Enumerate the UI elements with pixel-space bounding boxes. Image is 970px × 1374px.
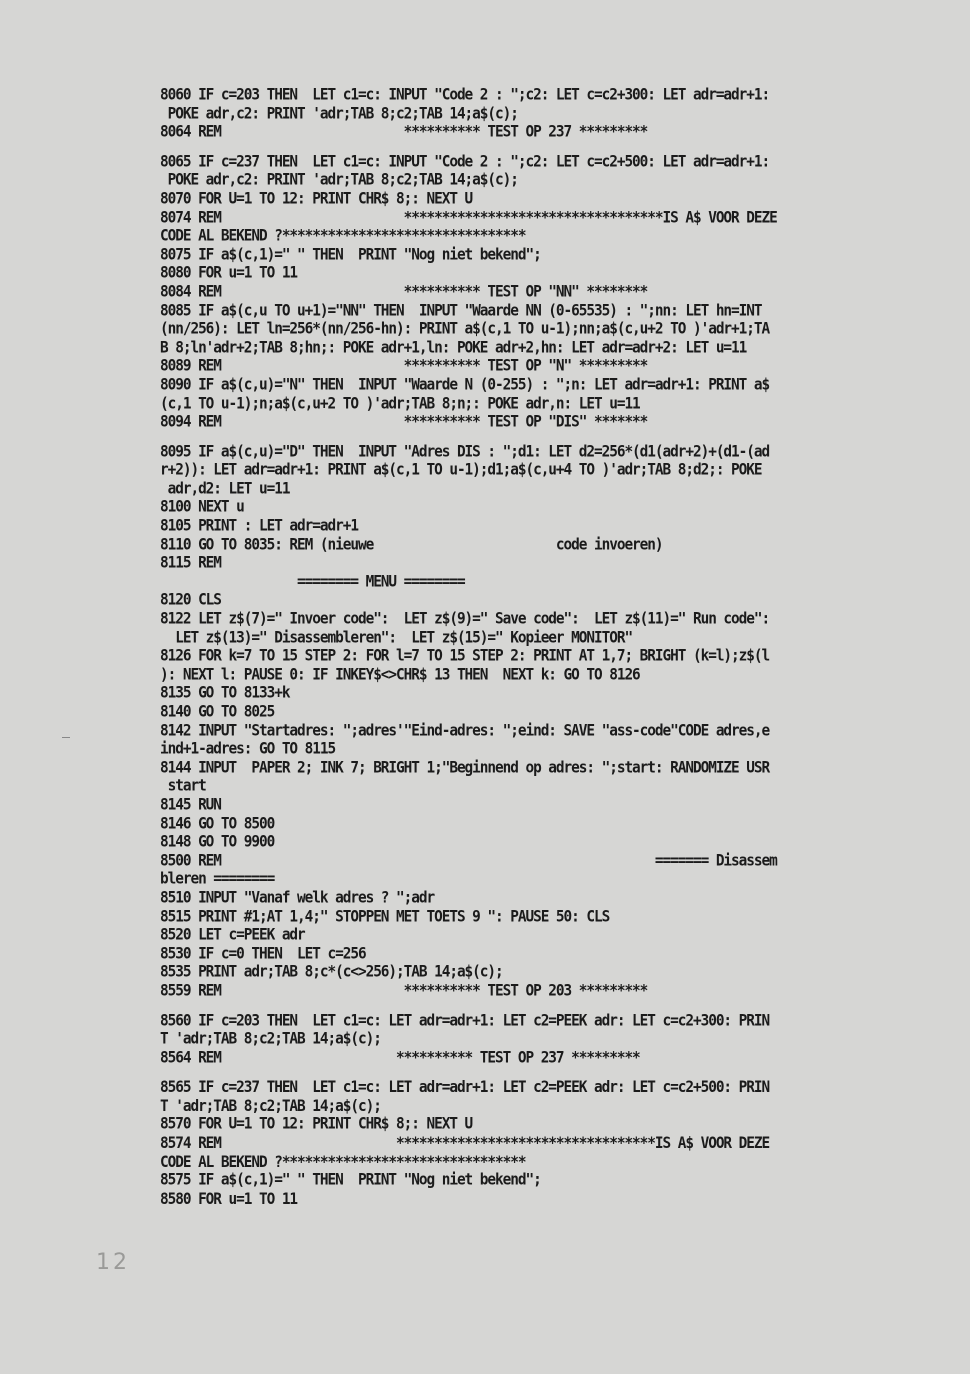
code-line: start	[160, 777, 206, 796]
code-line: 8146 GO TO 8500	[160, 814, 275, 833]
blank-line	[160, 432, 820, 443]
code-line: 8144 INPUT PAPER 2; INK 7; BRIGHT 1;"Beginnend op adres: ";start: RANDOMIZE USR	[160, 758, 770, 777]
code-line: 8100 NEXT u	[160, 498, 244, 517]
code-line: 8095 IF a$(c,u)="D" THEN INPUT "Adres DIS : ";d1: LET d2=256*(d1(adr+2)+(d1-(ad	[160, 442, 770, 461]
code-line: adr,d2: LET u=11	[160, 480, 290, 499]
code-line: 8115 REM	[160, 554, 221, 573]
code-line: (nn/256): LET ln=256*(nn/256-hn): PRINT a$(c,1 TO u-1);nn;a$(c,u+2 TO )'adr+1;TA	[160, 320, 770, 339]
code-line: POKE adr,c2: PRINT 'adr;TAB 8;c2;TAB 14;a$(c);	[160, 171, 518, 190]
code-line: 8140 GO TO 8025	[160, 703, 275, 722]
code-line: B 8;ln'adr+2;TAB 8;hn;: POKE adr+1,ln: POKE adr+2,hn: LET adr=adr+2: LET u=11	[160, 338, 747, 357]
code-line: 8110 GO TO 8035: REM (nieuwe code invoeren)	[160, 535, 663, 554]
code-line: 8122 LET z$(7)=" Invoer code": LET z$(9)=" Save code": LET z$(11)=" Run code":	[160, 610, 770, 629]
code-line: 8530 IF c=0 THEN LET c=256	[160, 944, 366, 963]
page-number: 12	[96, 1250, 130, 1275]
code-line: 8570 FOR U=1 TO 12: PRINT CHR$ 8;: NEXT U	[160, 1115, 473, 1134]
code-line: 8126 FOR k=7 TO 15 STEP 2: FOR l=7 TO 15 STEP 2: PRINT AT 1,7; BRIGHT (k=l);z$(l	[160, 647, 770, 666]
code-line: 8520 LET c=PEEK adr	[160, 926, 305, 945]
code-line: 8148 GO TO 9900	[160, 833, 275, 852]
code-line: 8535 PRINT adr;TAB 8;c*(c<>256);TAB 14;a$(c);	[160, 963, 503, 982]
code-line: (c,1 TO u-1);n;a$(c,u+2 TO )'adr;TAB 8;n;: POKE adr,n: LET u=11	[160, 394, 640, 413]
code-line: 8580 FOR u=1 TO 11	[160, 1190, 298, 1209]
code-line: ): NEXT l: PAUSE 0: IF INKEY$<>CHR$ 13 THEN NEXT k: GO TO 8126	[160, 665, 640, 684]
code-line: 8080 FOR u=1 TO 11	[160, 264, 298, 283]
code-line: 8515 PRINT #1;AT 1,4;" STOPPEN MET TOETS 9 ": PAUSE 50: CLS	[160, 907, 610, 926]
code-line: 8142 INPUT "Startadres: ";adres'"Eind-adres: ";eind: SAVE "ass-code"CODE adres,e	[160, 721, 770, 740]
code-line: 8564 REM ********** TEST OP 237 *********	[160, 1048, 640, 1067]
code-line: 8060 IF c=203 THEN LET c1=c: INPUT "Code 2 : ";c2: LET c=c2+300: LET adr=adr+1:	[160, 86, 770, 104]
blank-line	[160, 1000, 820, 1011]
code-line: 8575 IF a$(c,1)=" " THEN PRINT "Nog niet bekend";	[160, 1171, 541, 1190]
code-line: T 'adr;TAB 8;c2;TAB 14;a$(c);	[160, 1030, 381, 1049]
code-line: 8105 PRINT : LET adr=adr+1	[160, 517, 358, 536]
code-line: 8120 CLS	[160, 591, 221, 610]
code-line: 8074 REM **********************************IS A$ VOOR DEZE	[160, 208, 777, 227]
code-line: 8574 REM **********************************IS A$ VOOR DEZE	[160, 1134, 770, 1153]
blank-line	[160, 142, 820, 153]
code-line: LET z$(13)=" Disassembleren": LET z$(15)=" Kopieer MONITOR"	[160, 628, 633, 647]
code-line: 8085 IF a$(c,u TO u+1)="NN" THEN INPUT "Waarde NN (0-65535) : ";nn: LET hn=INT	[160, 301, 762, 320]
code-line: 8500 REM ======= Disassem	[160, 851, 777, 870]
code-line: ind+1-adres: GO TO 8115	[160, 740, 336, 759]
code-line: 8145 RUN	[160, 796, 221, 814]
code-line: 8510 INPUT "Vanaf welk adres ? ";adr	[160, 888, 435, 907]
code-line: 8135 GO TO 8133+k	[160, 684, 290, 703]
code-line: 8070 FOR U=1 TO 12: PRINT CHR$ 8;: NEXT U	[160, 190, 473, 209]
code-line: CODE AL BEKEND ?********************************	[160, 1152, 526, 1171]
code-line: CODE AL BEKEND ?********************************	[160, 227, 526, 246]
code-line: ======== MENU ========	[160, 573, 465, 591]
code-line: bleren ========	[160, 870, 275, 889]
code-line: r+2)): LET adr=adr+1: PRINT a$(c,1 TO u-1);d1;a$(c,u+4 TO )'adr;TAB 8;d2;: POKE	[160, 461, 762, 480]
code-line: 8559 REM ********** TEST OP 203 *********	[160, 981, 648, 1000]
code-line: 8075 IF a$(c,1)=" " THEN PRINT "Nog niet bekend";	[160, 245, 541, 264]
code-line: 8089 REM ********** TEST OP "N" *********	[160, 357, 648, 376]
code-line: T 'adr;TAB 8;c2;TAB 14;a$(c);	[160, 1097, 381, 1116]
code-line: 8565 IF c=237 THEN LET c1=c: LET adr=adr+1: LET c2=PEEK adr: LET c=c2+500: PRIN	[160, 1078, 770, 1097]
blank-line	[160, 1067, 820, 1078]
binding-mark	[62, 737, 70, 738]
code-line: POKE adr,c2: PRINT 'adr;TAB 8;c2;TAB 14;a$(c);	[160, 104, 518, 123]
code-line: 8094 REM ********** TEST OP "DIS" *******	[160, 413, 648, 432]
code-line: 8065 IF c=237 THEN LET c1=c: INPUT "Code 2 : ";c2: LET c=c2+500: LET adr=adr+1:	[160, 152, 770, 171]
basic-program-listing	[160, 86, 820, 1209]
code-line: 8090 IF a$(c,u)="N" THEN INPUT "Waarde N (0-255) : ";n: LET adr=adr+1: PRINT a$	[160, 375, 770, 394]
code-line: 8084 REM ********** TEST OP "NN" ********	[160, 283, 648, 301]
code-line: 8064 REM ********** TEST OP 237 *********	[160, 123, 648, 142]
code-line: 8560 IF c=203 THEN LET c1=c: LET adr=adr+1: LET c2=PEEK adr: LET c=c2+300: PRIN	[160, 1011, 770, 1030]
